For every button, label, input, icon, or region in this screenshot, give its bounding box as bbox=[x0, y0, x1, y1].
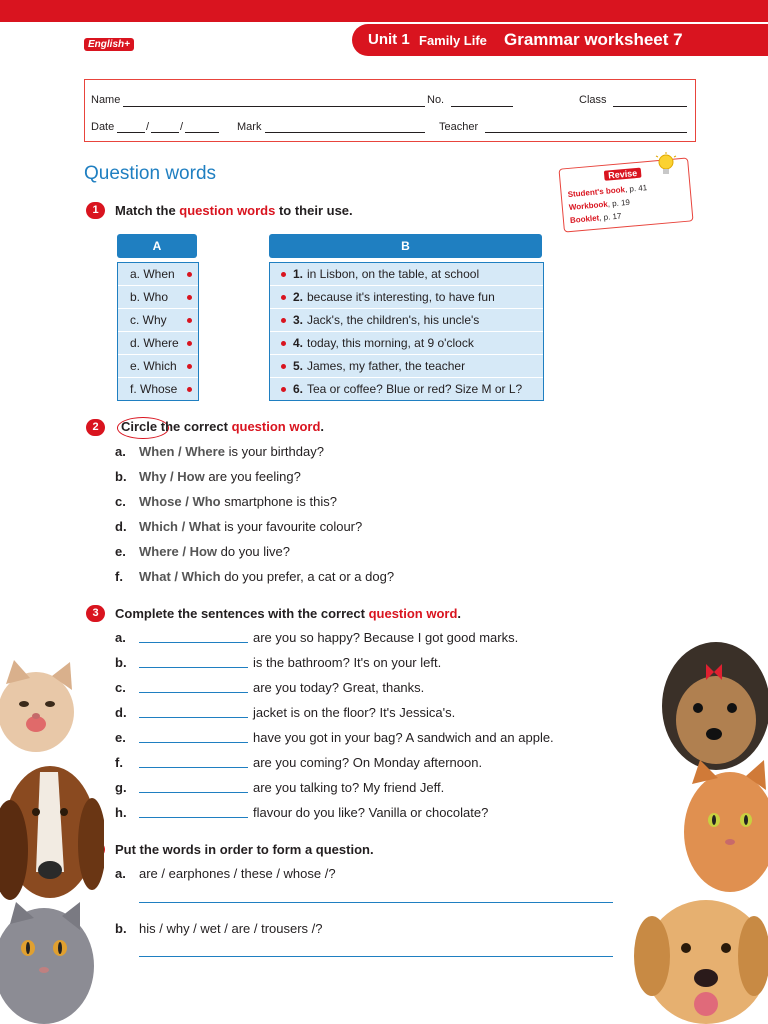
number-field[interactable] bbox=[451, 106, 513, 107]
answer-blank[interactable] bbox=[139, 717, 248, 718]
column-b-list bbox=[269, 262, 544, 401]
date-label: Date bbox=[91, 121, 115, 133]
choice-words[interactable]: Which / What bbox=[139, 519, 221, 534]
match-dot[interactable] bbox=[187, 341, 192, 346]
yorkie-illustration bbox=[654, 636, 768, 776]
top-red-bar bbox=[0, 0, 768, 22]
golden-retriever-illustration bbox=[634, 886, 768, 1024]
choice-words[interactable]: What / Which bbox=[139, 569, 221, 584]
ginger-cat-illustration bbox=[676, 756, 768, 896]
revise-line: Workbook, p. 19 bbox=[568, 197, 631, 213]
number-label: No. bbox=[427, 94, 445, 106]
match-item-a[interactable]: b. Who bbox=[118, 286, 198, 309]
match-item-a[interactable]: c. Why bbox=[118, 309, 198, 332]
match-dot[interactable] bbox=[187, 387, 192, 392]
match-dot[interactable] bbox=[281, 318, 286, 323]
date-day-field[interactable] bbox=[117, 132, 145, 133]
exercise-4-instruction: Put the words in order to form a question. bbox=[115, 842, 374, 857]
match-item-b[interactable]: 1. in Lisbon, on the table, at school bbox=[270, 263, 543, 286]
answer-blank[interactable] bbox=[139, 667, 248, 668]
match-dot[interactable] bbox=[187, 364, 192, 369]
name-label: Name bbox=[91, 94, 121, 106]
match-dot[interactable] bbox=[187, 295, 192, 300]
name-field[interactable] bbox=[123, 106, 425, 107]
exercise-3-number: 3 bbox=[86, 605, 105, 622]
mark-label: Mark bbox=[237, 121, 262, 133]
student-info-box bbox=[84, 79, 696, 142]
answer-blank[interactable] bbox=[139, 767, 248, 768]
match-dot[interactable] bbox=[281, 387, 286, 392]
match-item-b[interactable]: 5. James, my father, the teacher bbox=[270, 355, 543, 378]
match-item-b[interactable]: 6. Tea or coffee? Blue or red? Size M or L? bbox=[270, 378, 543, 400]
date-year-field[interactable] bbox=[185, 132, 219, 133]
match-item-a[interactable]: e. Which bbox=[118, 355, 198, 378]
answer-blank[interactable] bbox=[139, 817, 248, 818]
column-a-header: A bbox=[117, 234, 197, 258]
match-dot[interactable] bbox=[281, 272, 286, 277]
exercise-2-number: 2 bbox=[86, 419, 105, 436]
unit-header bbox=[352, 24, 768, 56]
section-title: Question words bbox=[84, 163, 217, 184]
match-item-a[interactable]: a. When bbox=[118, 263, 198, 286]
revise-line: Booklet, p. 17 bbox=[569, 211, 622, 225]
match-dot[interactable] bbox=[187, 272, 192, 277]
mark-field[interactable] bbox=[265, 132, 425, 133]
answer-blank[interactable] bbox=[139, 742, 248, 743]
date-month-field[interactable] bbox=[151, 132, 179, 133]
match-dot[interactable] bbox=[281, 295, 286, 300]
exercise-1-number: 1 bbox=[86, 202, 105, 219]
answer-line[interactable] bbox=[139, 956, 613, 957]
choice-words[interactable]: When / Where bbox=[139, 444, 225, 459]
date-separator: / bbox=[180, 121, 184, 133]
unit-number: Unit 1 bbox=[368, 31, 410, 48]
choice-words[interactable]: Whose / Who bbox=[139, 494, 221, 509]
teacher-label: Teacher bbox=[439, 121, 479, 133]
kitten-illustration bbox=[0, 660, 82, 760]
date-separator: / bbox=[146, 121, 150, 133]
choice-words[interactable]: Where / How bbox=[139, 544, 218, 559]
exercise-3-instruction: Complete the sentences with the correct question word. bbox=[115, 606, 462, 621]
answer-blank[interactable] bbox=[139, 642, 248, 643]
match-item-a[interactable]: d. Where bbox=[118, 332, 198, 355]
answer-blank[interactable] bbox=[139, 692, 248, 693]
exercise-1-instruction: Match the question words to their use. bbox=[115, 203, 353, 218]
class-field[interactable] bbox=[613, 106, 687, 107]
class-label: Class bbox=[579, 94, 607, 106]
worksheet-title: Grammar worksheet 7 bbox=[504, 30, 683, 49]
revise-title: Revise bbox=[604, 168, 642, 181]
match-dot[interactable] bbox=[281, 364, 286, 369]
basset-hound-illustration bbox=[0, 752, 104, 902]
answer-blank[interactable] bbox=[139, 792, 248, 793]
match-item-b[interactable]: 3. Jack's, the children's, his uncle's bbox=[270, 309, 543, 332]
unit-title: Family Life bbox=[419, 33, 487, 48]
revise-line: Student's book, p. 41 bbox=[567, 183, 648, 200]
answer-line[interactable] bbox=[139, 902, 613, 903]
choice-words[interactable]: Why / How bbox=[139, 469, 205, 484]
teacher-field[interactable] bbox=[485, 132, 687, 133]
lightbulb-icon bbox=[655, 152, 677, 178]
exercise-2-instruction: Circle the correct question word. bbox=[121, 419, 325, 434]
match-item-b[interactable]: 2. because it's interesting, to have fun bbox=[270, 286, 543, 309]
grey-cat-illustration bbox=[0, 890, 100, 1024]
match-dot[interactable] bbox=[187, 318, 192, 323]
brand-logo: English+ bbox=[84, 38, 134, 51]
match-dot[interactable] bbox=[281, 341, 286, 346]
column-b-header: B bbox=[269, 234, 542, 258]
column-a-list bbox=[117, 262, 199, 401]
match-item-a[interactable]: f. Whose bbox=[118, 378, 198, 400]
match-item-b[interactable]: 4. today, this morning, at 9 o'clock bbox=[270, 332, 543, 355]
